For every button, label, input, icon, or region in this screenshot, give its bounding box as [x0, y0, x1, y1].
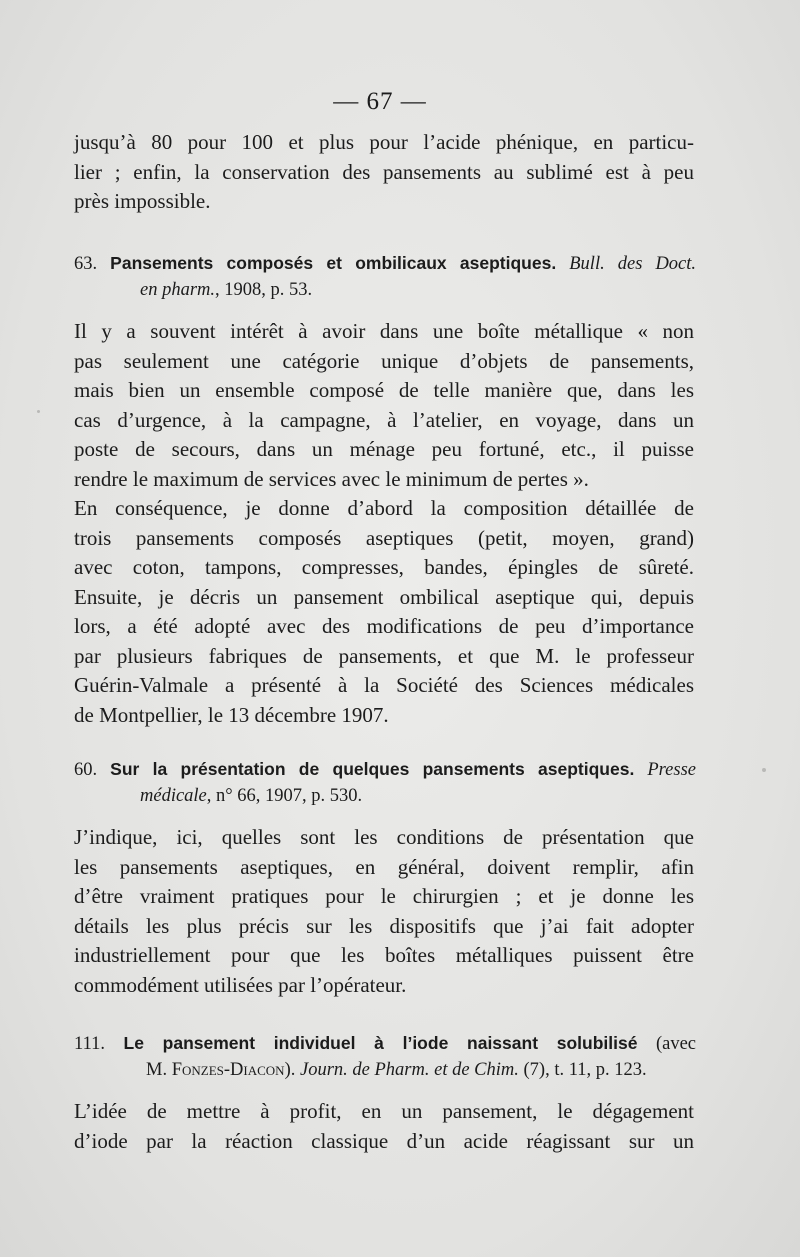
reference-63 [74, 250, 696, 303]
reference-number: 111. [74, 1034, 106, 1054]
reference-line [74, 783, 696, 809]
text-line: lier ; enfin, la conservation des pansements au sublimé est à peu [74, 159, 694, 184]
reference-details: , n° 66, 1907, p. 530. [206, 786, 363, 806]
text-line: cas d’urgence, à la campagne, à l’atelier, en voyage, dans un [74, 407, 694, 432]
reference-journal: Presse [647, 760, 696, 780]
text-line: poste de secours, dans un ménage peu fortuné, etc., il puisse [74, 437, 694, 461]
reference-number: 63. [74, 254, 98, 274]
reference-details: (7), t. 11, p. 123. [523, 1060, 647, 1080]
reference-coauthor-suffix: ). [284, 1060, 300, 1080]
reference-journal: Bull. des Doct. [569, 254, 697, 274]
text-line: les pansements aseptiques, en général, doivent remplir, afin [74, 854, 694, 879]
text-line: de Montpellier, le 13 décembre 1907. [74, 702, 389, 727]
reference-111 [74, 1030, 696, 1083]
text-line: avec coton, tampons, compresses, bandes, épingles de sûreté. [74, 555, 694, 579]
reference-journal: Journ. de Pharm. et de Chim. [300, 1060, 519, 1080]
reference-line [74, 756, 696, 783]
text-line: Il y a souvent intérêt à avoir dans une boîte métallique « non [74, 319, 694, 343]
text-line: trois pansements composés aseptiques (petit, moyen, grand) [74, 525, 694, 550]
text-line: Guérin-Valmale a présenté à la Société des Sciences médicales [74, 673, 694, 697]
reference-title: Sur la présentation de quelques pansements aseptiques. [110, 759, 635, 779]
reference-line [74, 1057, 696, 1083]
paragraph-60 [74, 823, 694, 1000]
reference-line [74, 250, 696, 277]
paper-speck [37, 410, 40, 413]
text-line: J’indique, ici, quelles sont les conditions de présentation que [74, 825, 694, 849]
text-line: commodément utilisées par l’opérateur. [74, 972, 407, 997]
reference-journal-cont: médicale [140, 786, 207, 806]
text-line: près impossible. [74, 189, 211, 213]
text-line: Ensuite, je décris un pansement ombilical aseptique qui, depuis [74, 584, 694, 609]
reference-coauthor: Fonzes-Diacon [171, 1060, 285, 1080]
text-line: mais bien un ensemble composé de telle manière que, dans les [74, 378, 694, 402]
reference-number: 60. [74, 760, 98, 780]
reference-after-title: (avec [655, 1034, 696, 1054]
text-line: industriellement pour que les boîtes métalliques puissent être [74, 943, 694, 967]
reference-details: , 1908, p. 53. [215, 280, 313, 300]
text-line: rendre le maximum de services avec le minimum de pertes ». [74, 466, 589, 491]
text-line: lors, a été adopté avec des modifications de peu d’importance [74, 614, 694, 638]
intro-paragraph [74, 128, 694, 217]
paragraph-111 [74, 1097, 694, 1156]
text-line: L’idée de mettre à profit, en un pansement, le dégagement [74, 1099, 694, 1123]
reference-line [74, 277, 696, 303]
reference-coauthor-prefix: M. [146, 1060, 172, 1080]
text-line: d’être vraiment pratiques pour le chirurgien ; et je donne les [74, 884, 694, 908]
reference-journal-cont: en pharm. [140, 280, 216, 300]
page-number: — 67 — [333, 88, 427, 115]
reference-60 [74, 756, 696, 809]
text-line: détails les plus précis sur les dispositifs que j’ai fait adopter [74, 913, 694, 938]
reference-title: Le pansement individuel à l’iode naissant solubilisé [123, 1033, 638, 1053]
text-line: d’iode par la réaction classique d’un acide réagissant sur un [74, 1128, 694, 1153]
paragraph-63 [74, 317, 694, 730]
reference-title: Pansements composés et ombilicaux aseptiques. [110, 253, 557, 273]
text-line: par plusieurs fabriques de pansements, et que M. le professeur [74, 643, 694, 668]
text-line: jusqu’à 80 pour 100 et plus pour l’acide phénique, en particu- [74, 130, 694, 154]
text-line: En conséquence, je donne d’abord la composition détaillée de [74, 496, 694, 520]
text-line: pas seulement une catégorie unique d’objets de pansements, [74, 348, 694, 373]
reference-line [74, 1030, 696, 1057]
paper-speck [762, 768, 766, 772]
